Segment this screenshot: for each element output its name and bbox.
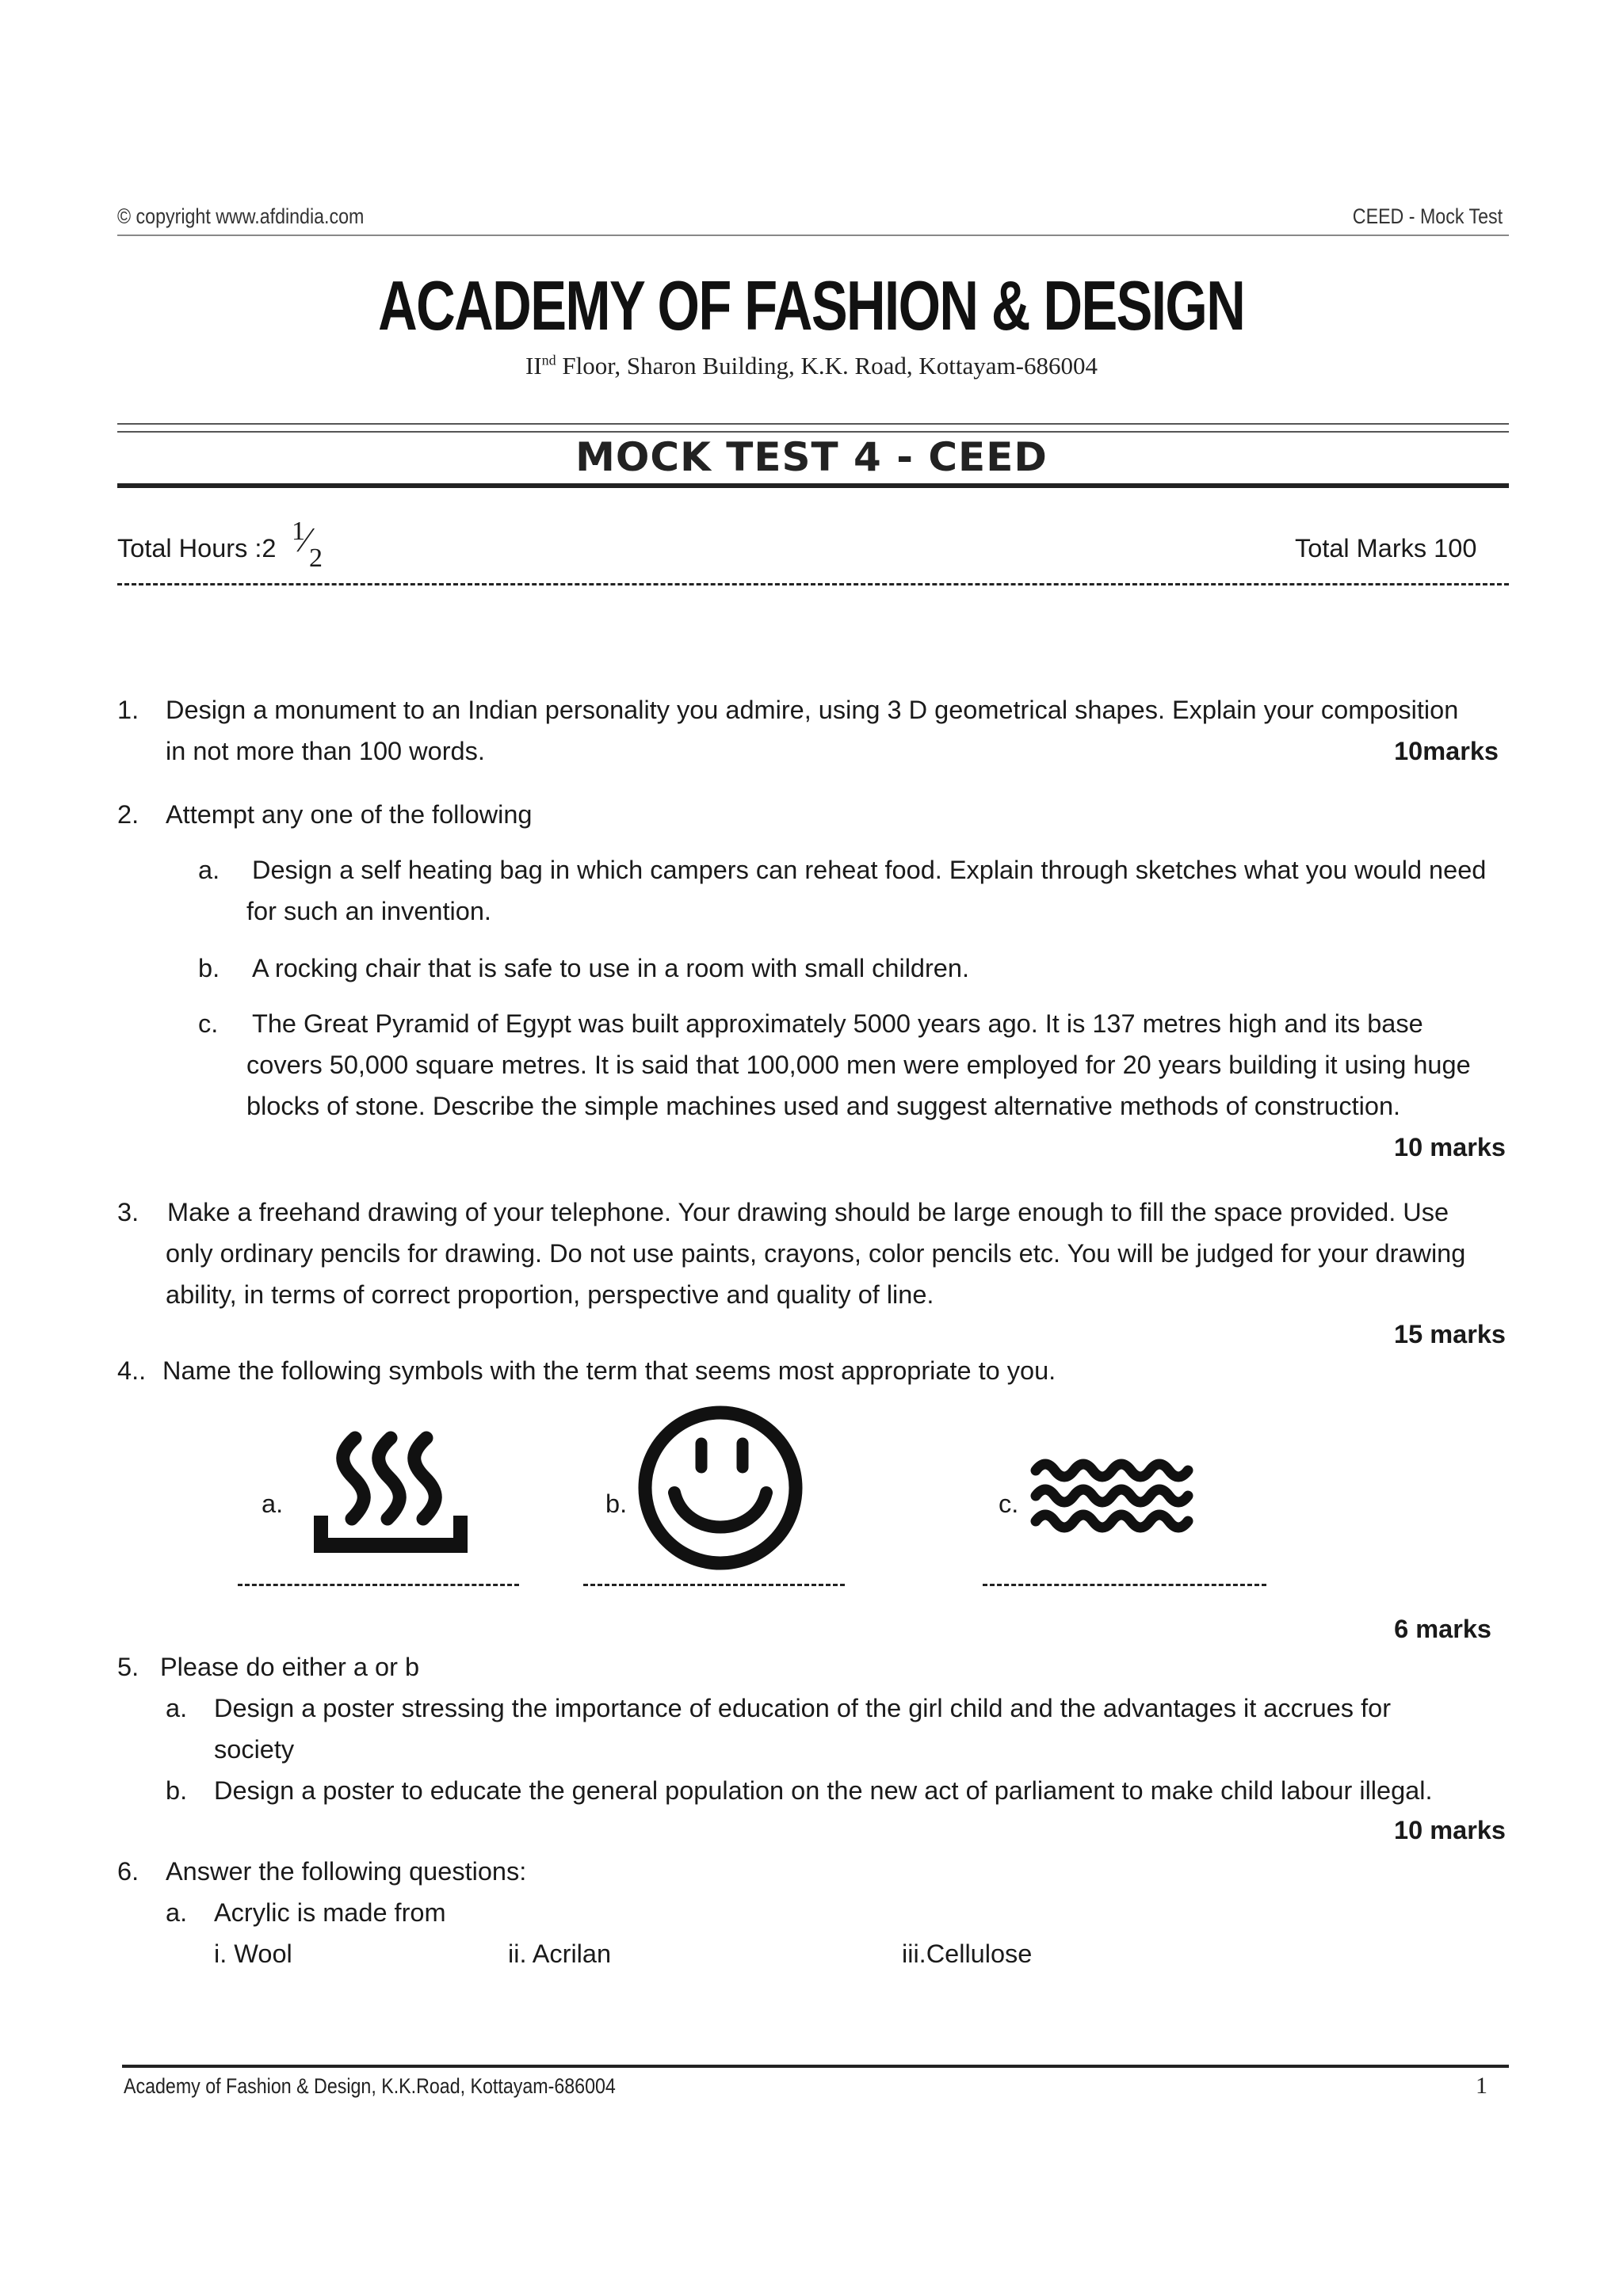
q6-a-text: Acrylic is made from <box>214 1898 446 1927</box>
title-bottom-rule <box>117 483 1509 488</box>
page-number: 1 <box>1476 2073 1487 2099</box>
q2-text: Attempt any one of the following <box>166 800 533 829</box>
q3-line1: Make a freehand drawing of your telephone. Your drawing should be large enough to fill the space provided. Use <box>167 1198 1449 1226</box>
q2-b-line1: A rocking chair that is safe to use in a room with small children. <box>252 954 969 982</box>
q6-option-3: iii.Cellulose <box>902 1939 1033 1968</box>
q4-number: 4.. <box>117 1356 147 1385</box>
q6-number: 6. <box>117 1857 139 1886</box>
q2-b-label: b. <box>198 954 220 982</box>
q5-marks: 10 marks <box>1394 1816 1506 1844</box>
q5-a-label: a. <box>166 1694 188 1722</box>
q3-line3: ability, in terms of correct proportion, perspective and quality of line. <box>166 1280 934 1309</box>
header-test-name: CEED - Mock Test <box>1352 204 1503 228</box>
q6-option-1: i. Wool <box>214 1939 292 1968</box>
q5-b-label: b. <box>166 1776 188 1805</box>
q5-text: Please do either a or b <box>160 1653 420 1681</box>
q2-c-line2: covers 50,000 square metres. It is said that 100,000 men were employed for 20 years building it using huge <box>246 1051 1471 1079</box>
q4-marks: 6 marks <box>1394 1615 1491 1643</box>
q2-a-line2: for such an invention. <box>246 897 491 925</box>
header-divider <box>117 235 1509 236</box>
q4-b-answer-line[interactable] <box>583 1584 845 1586</box>
q1-line1: Design a monument to an Indian personality you admire, using 3 D geometrical shapes. Explain your composition <box>166 696 1459 724</box>
q2-a-label: a. <box>198 856 220 884</box>
total-marks: Total Marks 100 <box>1295 534 1477 563</box>
q2-a-line1: Design a self heating bag in which campers can reheat food. Explain through sketches what you would need <box>252 856 1487 884</box>
water-waves-icon <box>1028 1451 1198 1539</box>
institute-name: ACADEMY OF FASHION & DESIGN <box>378 266 1245 345</box>
copyright-text: © copyright www.afdindia.com <box>117 204 365 228</box>
q2-c-line3: blocks of stone. Describe the simple machines used and suggest alternative methods of construction. <box>246 1092 1401 1120</box>
meta-dashed-rule <box>117 583 1509 585</box>
total-hours: Total Hours :2 <box>117 534 277 563</box>
q1-number: 1. <box>117 696 139 724</box>
q4-b-label: b. <box>605 1489 628 1518</box>
q4-a-label: a. <box>262 1489 284 1518</box>
hours-fraction: 1 ⁄ 2 <box>292 517 323 573</box>
q3-number: 3. <box>117 1198 139 1226</box>
q4-a-answer-line[interactable] <box>238 1584 519 1586</box>
q1-marks: 10marks <box>1394 737 1499 765</box>
test-title: MOCK TEST 4 - CEED <box>575 434 1048 480</box>
title-top-rule-1 <box>117 423 1509 425</box>
title-top-rule-2 <box>117 431 1509 433</box>
smiley-face-icon <box>636 1404 804 1572</box>
q1-line2: in not more than 100 words. <box>166 737 485 765</box>
q5-a-line2: society <box>214 1735 295 1764</box>
q4-c-answer-line[interactable] <box>983 1584 1266 1586</box>
heat-steam-icon <box>309 1422 479 1557</box>
footer-divider <box>122 2065 1509 2068</box>
q6-text: Answer the following questions: <box>166 1857 527 1886</box>
q2-number: 2. <box>117 800 139 829</box>
institute-address: IInd Floor, Sharon Building, K.K. Road, Kottayam-686004 <box>525 352 1098 379</box>
q5-a-line1: Design a poster stressing the importance of education of the girl child and the advantages it accrues for <box>214 1694 1392 1722</box>
q2-c-label: c. <box>198 1009 219 1038</box>
q6-option-2: ii. Acrilan <box>508 1939 612 1968</box>
q2-c-line1: The Great Pyramid of Egypt was built approximately 5000 years ago. It is 137 metres high and its base <box>252 1009 1423 1038</box>
q3-line2: only ordinary pencils for drawing. Do not use paints, crayons, color pencils etc. You will be judged for your drawing <box>166 1239 1466 1268</box>
q4-text: Name the following symbols with the term that seems most appropriate to you. <box>162 1356 1056 1385</box>
q3-marks: 15 marks <box>1394 1320 1506 1348</box>
q6-a-label: a. <box>166 1898 188 1927</box>
q5-number: 5. <box>117 1653 139 1681</box>
q4-c-label: c. <box>999 1489 1019 1518</box>
footer-address: Academy of Fashion & Design, K.K.Road, Kottayam-686004 <box>124 2074 616 2098</box>
q5-b-line1: Design a poster to educate the general population on the new act of parliament to make child labour illegal. <box>214 1776 1433 1805</box>
q2-marks: 10 marks <box>1394 1133 1506 1161</box>
